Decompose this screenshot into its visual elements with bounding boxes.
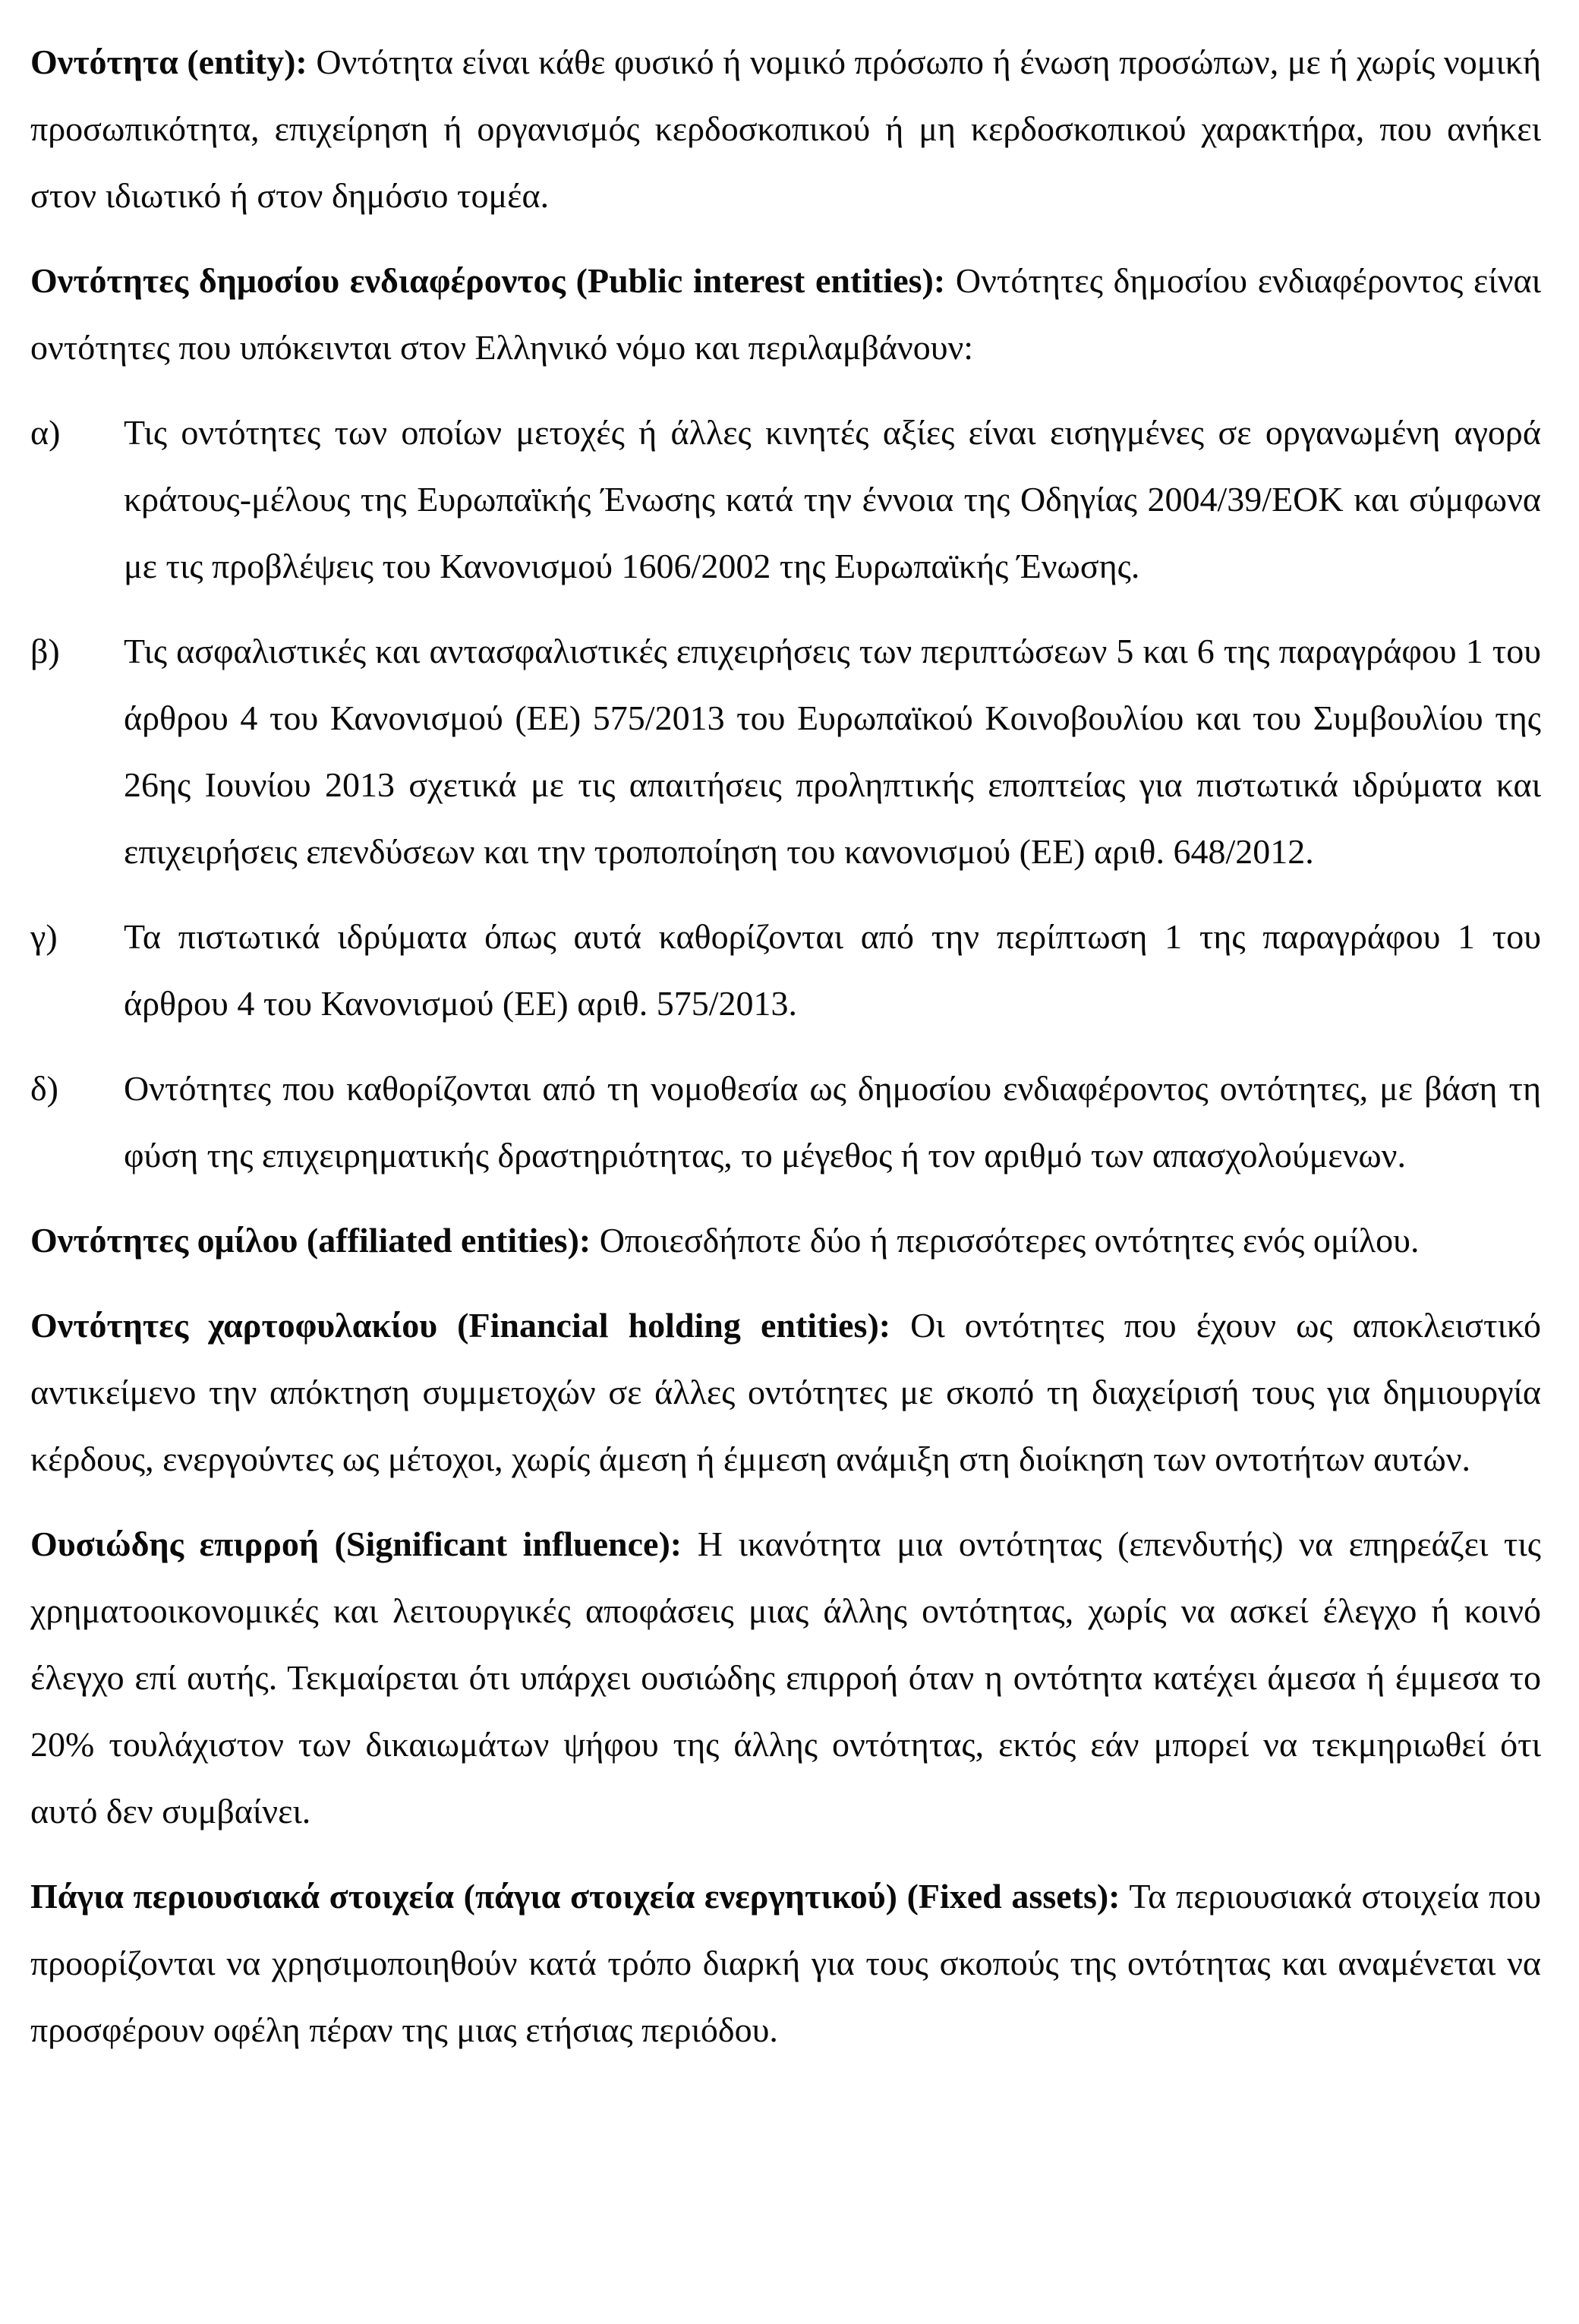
list-item-label: β): [30, 632, 60, 670]
list-item-text: Τις οντότητες των οποίων μετοχές ή άλλες κινητές αξίες είναι εισηγμένες σε οργανωμένη αγορά κράτους-μέλους της Ευρωπαϊκής Ένωσης κατά την έννοια της Οδηγίας 2004/39/ΕΟΚ και σύμφωνα με τις προβλέψεις του Κανονισμού 1606/2002 της Ευρωπαϊκής Ένωσης.: [124, 413, 1541, 585]
definition-text: Η ικανότητα μια οντότητας (επενδυτής) να επηρεάζει τις χρηματοοικονομικές και λειτουργικές αποφάσεις μιας άλλης οντότητας, χωρίς να ασκεί έλεγχο ή κοινό έλεγχο επί αυτής. Τεκμαίρεται ότι υπάρχει ουσιώδης επιρροή όταν η οντότητα κατέχει άμεσα ή έμμεσα το 20% τουλάχιστον των δικαιωμάτων ψήφου της άλλης οντότητας, εκτός εάν μπορεί να τεκμηριωθεί ότι αυτό δεν συμβαίνει.: [30, 1525, 1541, 1831]
list-item-text: Τις ασφαλιστικές και αντασφαλιστικές επιχειρήσεις των περιπτώσεων 5 και 6 της παραγράφου 1 του άρθρου 4 του Κανονισμού (ΕΕ) 575/2013 του Ευρωπαϊκού Κοινοβουλίου και του Συμβουλίου της 26ης Ιουνίου 2013 σχετικά με τις απαιτήσεις προληπτικής εποπτείας για πιστωτικά ιδρύματα και επιχειρήσεις επενδύσεων και την τροποποίηση του κανονισμού (ΕΕ) αριθ. 648/2012.: [124, 632, 1541, 871]
definition-affiliated-entities: [30, 1207, 1541, 1274]
list-item-text: Οντότητες που καθορίζονται από τη νομοθεσία ως δημοσίου ενδιαφέροντος οντότητες, με βάση τη φύση της επιχειρηματικής δραστηριότητας, το μέγεθος ή τον αριθμό των απασχολούμενων.: [124, 1069, 1541, 1175]
list-item-text: Τα πιστωτικά ιδρύματα όπως αυτά καθορίζονται από την περίπτωση 1 της παραγράφου 1 του άρθρου 4 του Κανονισμού (ΕΕ) αριθ. 575/2013.: [124, 917, 1541, 1023]
list-item-label: δ): [30, 1069, 58, 1108]
definition-public-interest-entities: [30, 248, 1541, 381]
definition-text: Οποιεσδήποτε δύο ή περισσότερες οντότητες ενός ομίλου.: [591, 1221, 1420, 1260]
definition-text: Οντότητες δημοσίου ενδιαφέροντος είναι οντότητες που υπόκεινται στον Ελληνικό νόμο και περιλαμβάνουν:: [30, 261, 1541, 367]
definition-financial-holding-entities: [30, 1292, 1541, 1493]
list-item-label: α): [30, 413, 61, 452]
definition-term: Ουσιώδης επιρροή (Significant influence):: [30, 1525, 682, 1563]
list-item-gamma: [30, 903, 1541, 1037]
definition-significant-influence: [30, 1511, 1541, 1845]
list-item-delta: [30, 1055, 1541, 1189]
definition-text: Τα περιουσιακά στοιχεία που προορίζονται να χρησιμοποιηθούν κατά τρόπο διαρκή για τους σκοπούς της οντότητας και αναμένεται να προσφέρουν οφέλη πέραν της μιας ετήσιας περιόδου.: [30, 1877, 1541, 2049]
definition-text: Οντότητα είναι κάθε φυσικό ή νομικό πρόσωπο ή ένωση προσώπων, με ή χωρίς νομική προσωπικότητα, επιχείρηση ή οργανισμός κερδοσκοπικού ή μη κερδοσκοπικού χαρακτήρα, που ανήκει στον ιδιωτικό ή στον δημόσιο τομέα.: [30, 43, 1542, 215]
document-page: [30, 29, 1541, 2082]
definition-text: Οι οντότητες που έχουν ως αποκλειστικό αντικείμενο την απόκτηση συμμετοχών σε άλλες οντότητες με σκοπό τη διαχείρισή τους για δημιουργία κέρδους, ενεργούντες ως μέτοχοι, χωρίς άμεση ή έμμεση ανάμιξη στη διοίκηση των οντοτήτων αυτών.: [30, 1306, 1541, 1478]
definition-term: Πάγια περιουσιακά στοιχεία (πάγια στοιχεία ενεργητικού) (Fixed assets):: [30, 1877, 1120, 1916]
definition-entity: [30, 29, 1541, 229]
definition-fixed-assets: [30, 1863, 1541, 2064]
definition-term: Οντότητες χαρτοφυλακίου (Financial holding entities):: [30, 1306, 891, 1345]
definition-term: Οντότητα (entity):: [30, 43, 307, 81]
list-item-alpha: [30, 399, 1541, 600]
list-item-beta: [30, 618, 1541, 885]
list-item-label: γ): [30, 917, 58, 956]
definition-term: Οντότητες δημοσίου ενδιαφέροντος (Public interest entities):: [30, 261, 946, 300]
definition-term: Οντότητες ομίλου (affiliated entities):: [30, 1221, 591, 1260]
